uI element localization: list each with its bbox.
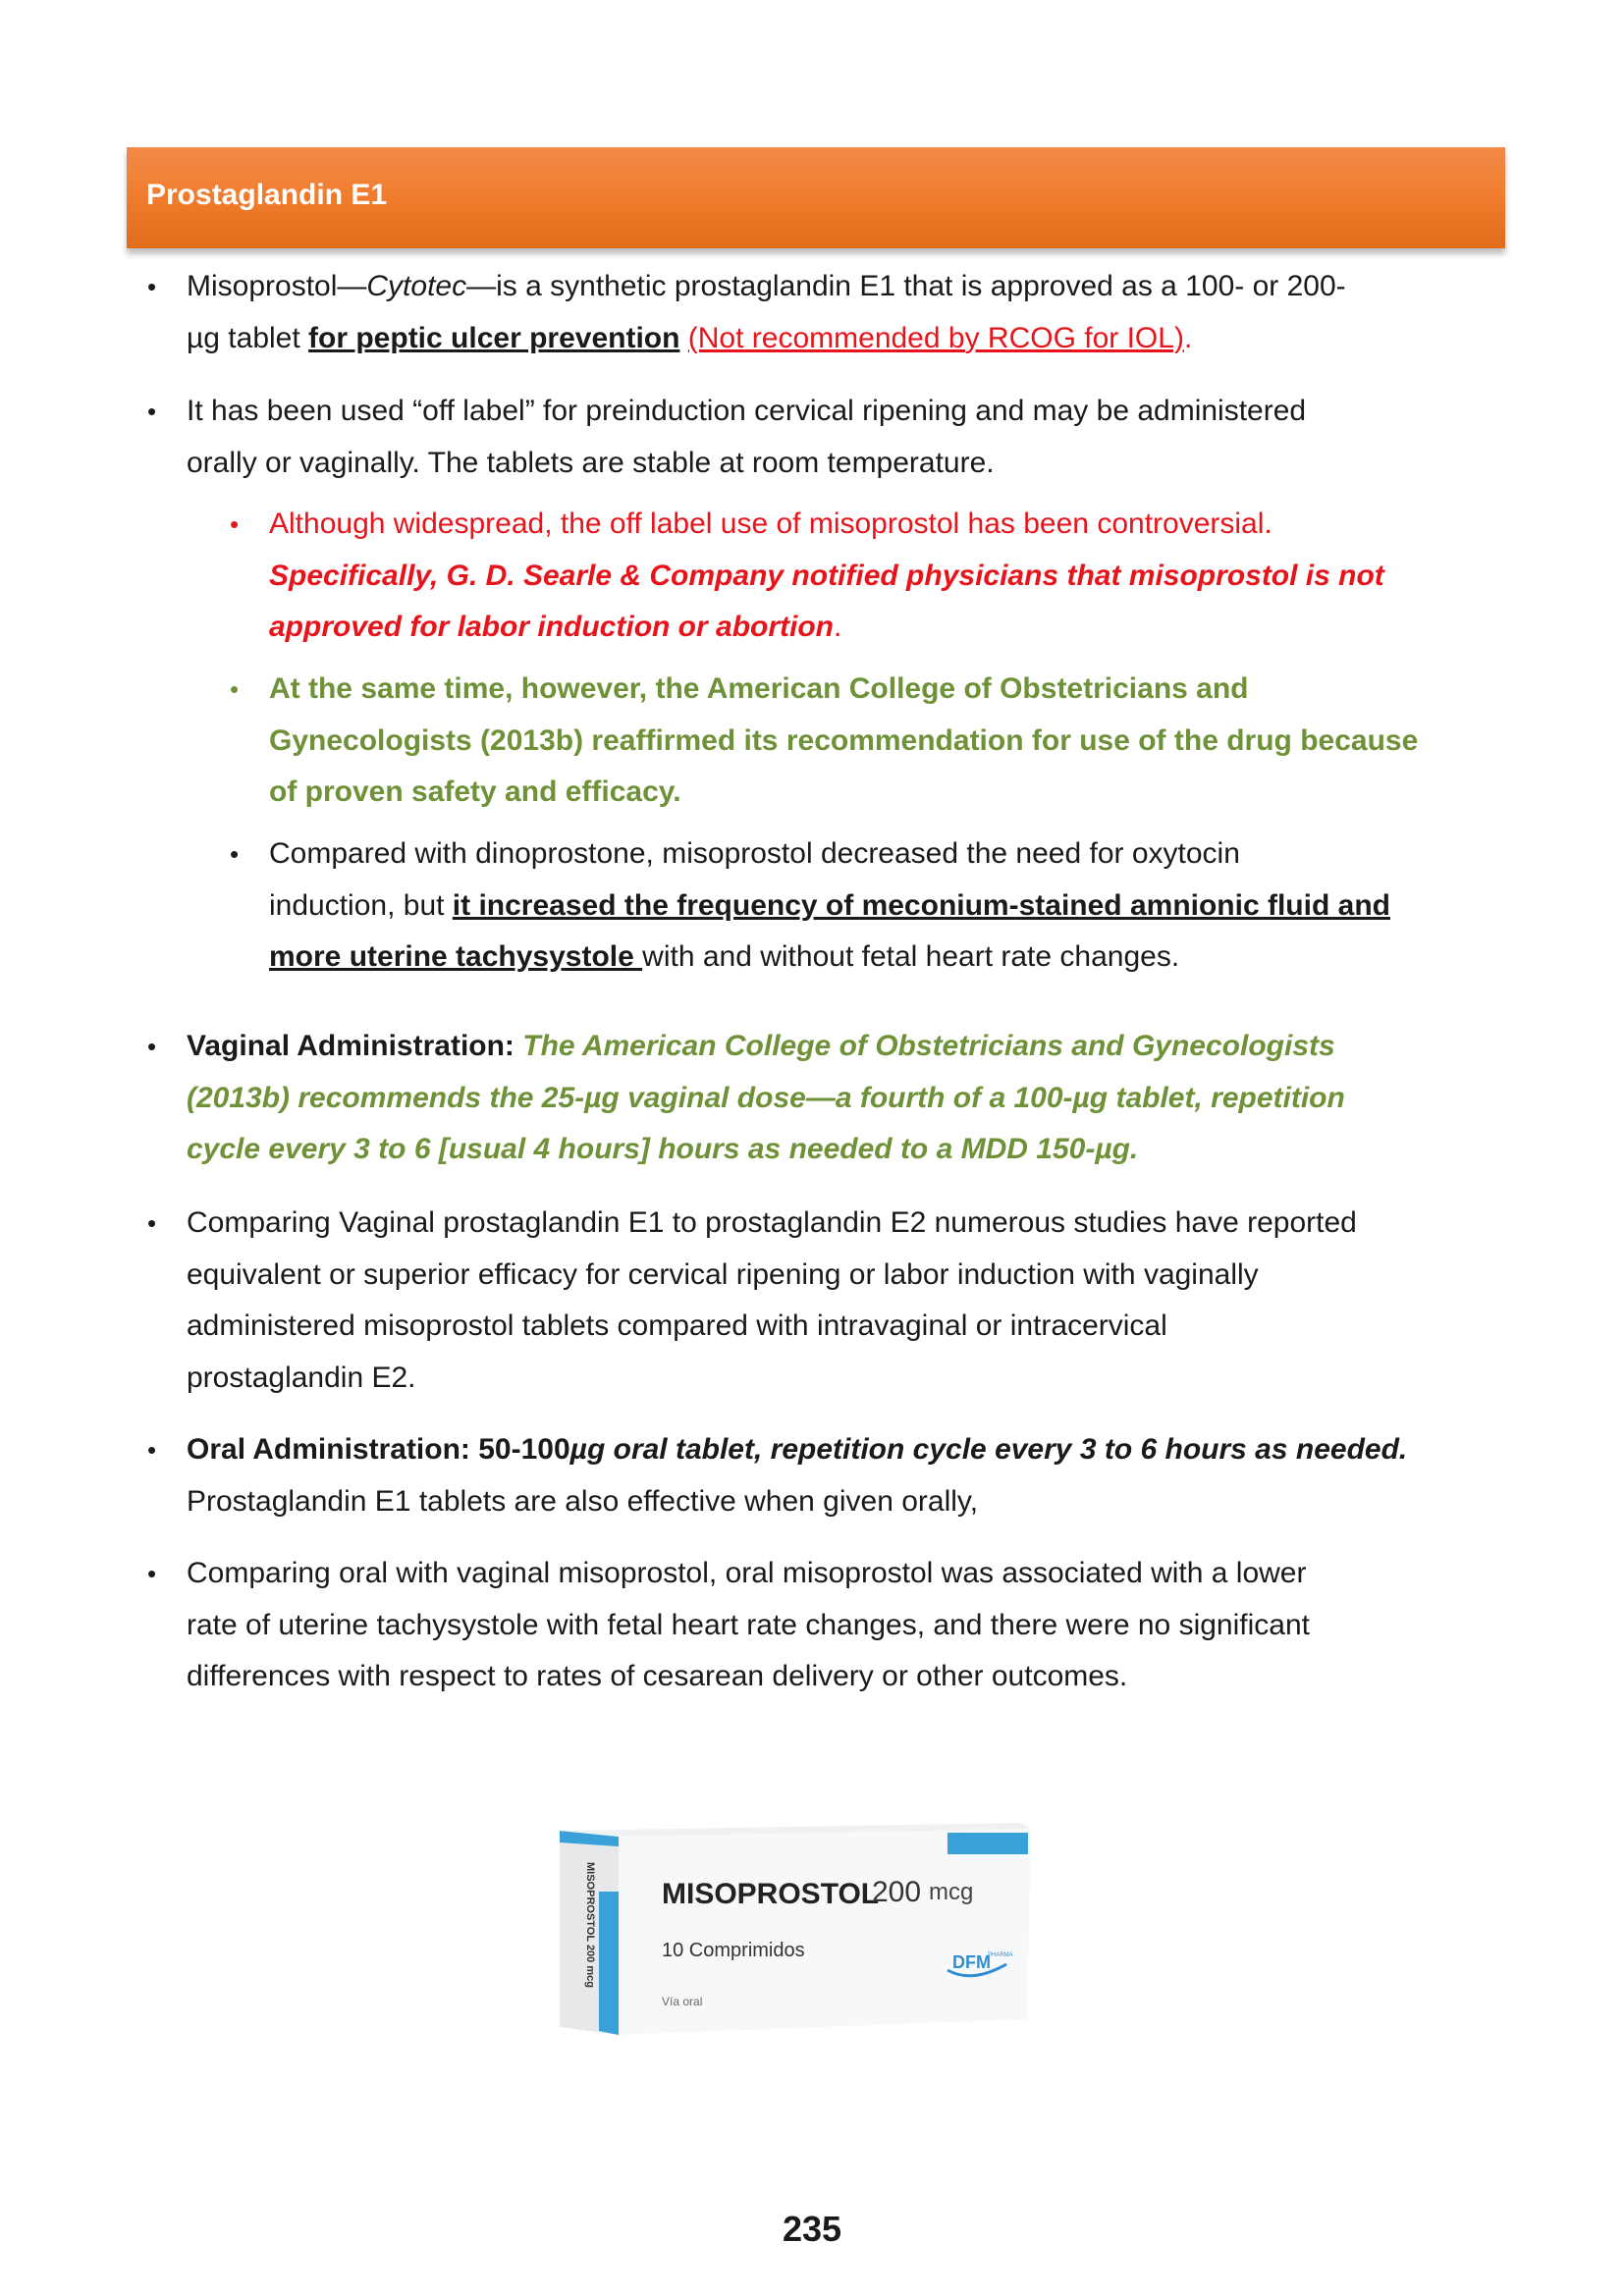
text: Oral Administration: 50-100	[187, 1433, 570, 1466]
paragraph-misoprostol	[187, 261, 1346, 364]
box-dose: 200	[872, 1876, 922, 1908]
text: .	[1183, 321, 1193, 354]
text: µg oral tablet, repetition cycle every 3 to 6 hours as needed.	[569, 1433, 1408, 1466]
bullet: •	[230, 674, 240, 704]
bullet: •	[230, 839, 240, 869]
text: Prostaglandin E1 tablets are also effective when given orally,	[187, 1484, 979, 1518]
page-number: 235	[782, 2209, 842, 2249]
paragraph-oral-administration	[187, 1424, 1407, 1527]
text: —is a synthetic prostaglandin E1 that is approved as a 100- or 200-	[466, 270, 1346, 302]
subpoint-acog	[269, 664, 1418, 819]
box-route: Vía oral	[662, 1995, 703, 2008]
bullet: •	[147, 272, 157, 301]
box-product-name: MISOPROSTOL	[662, 1878, 880, 1910]
bullet: •	[147, 1559, 157, 1588]
box-count: 10 Comprimidos	[662, 1940, 805, 1961]
bullet: •	[147, 1208, 157, 1238]
bullet: •	[147, 1435, 157, 1465]
text: with and without fetal heart rate changes.	[642, 940, 1180, 973]
text: Cytotec	[366, 270, 467, 302]
section-header	[127, 147, 1505, 248]
text: approved for labor induction or abortion	[269, 611, 834, 643]
text: Comparing oral with vaginal misoprostol, oral misoprostol was associated with a lower	[187, 1557, 1307, 1589]
paragraph-off-label	[187, 386, 1306, 489]
text: more uterine tachysystole	[269, 940, 643, 973]
text	[679, 322, 687, 354]
bullet: •	[147, 1032, 157, 1061]
text: of proven safety and efficacy.	[269, 775, 681, 808]
text: It has been used “off label” for preinduction cervical ripening and may be administered	[187, 395, 1307, 427]
text: orally or vaginally. The tablets are stable at room temperature.	[187, 446, 995, 479]
text: rate of uterine tachysystole with fetal heart rate changes, and there were no significant	[187, 1608, 1310, 1641]
text: induction, but	[269, 888, 453, 922]
text: Vaginal Administration:	[187, 1030, 523, 1062]
paragraph-oral-vs-vaginal	[187, 1548, 1310, 1703]
text: equivalent or superior efficacy for cervical ripening or labor induction with vaginally	[187, 1257, 1259, 1291]
box-brand-sub: PHARMA	[988, 1952, 1013, 1958]
text: differences with respect to rates of cesarean delivery or other outcomes.	[187, 1660, 1128, 1692]
misoprostol-box-image	[560, 1823, 1031, 2035]
box-side-label: MISOPROSTOL 200 mcg	[584, 1862, 596, 1988]
subpoint-controversy	[269, 499, 1384, 654]
text: Although widespread, the off label use of misoprostol has been controversial.	[269, 507, 1272, 540]
text: Misoprostol—	[187, 270, 367, 302]
text: (Not recommended by RCOG for IOL)	[687, 321, 1184, 354]
bullet: •	[230, 509, 240, 539]
text: prostaglandin E2.	[187, 1361, 416, 1394]
paragraph-vaginal-administration	[187, 1021, 1345, 1176]
text: it increased the frequency of meconium-stained amnionic fluid and	[452, 888, 1390, 922]
bullet: •	[147, 397, 157, 426]
paragraph-comparison-e2	[187, 1198, 1357, 1404]
subpoint-dinoprostone	[269, 828, 1390, 984]
text: At the same time, however, the American College of Obstetricians and	[269, 672, 1249, 705]
text: The American College of Obstetricians and Gynecologists	[522, 1030, 1335, 1062]
text: cycle every 3 to 6 [usual 4 hours] hours as needed to a MDD 150-µg.	[187, 1133, 1139, 1165]
text: administered misoprostol tablets compared with intravaginal or intracervical	[187, 1309, 1167, 1342]
text: µg tablet	[187, 321, 309, 354]
text: Comparing Vaginal prostaglandin E1 to prostaglandin E2 numerous studies have reported	[187, 1206, 1357, 1239]
text: Gynecologists (2013b) reaffirmed its recommendation for use of the drug because	[269, 723, 1419, 757]
text: (2013b) recommends the 25-µg vaginal dose—a fourth of a 100-µg tablet, repetition	[187, 1081, 1345, 1114]
text: Specifically, G. D. Searle & Company notified physicians that misoprostol is not	[269, 559, 1384, 592]
section-title: Prostaglandin E1	[146, 179, 388, 211]
box-unit: mcg	[929, 1879, 974, 1905]
text: for peptic ulcer prevention	[308, 321, 680, 354]
box-brand-logo: DFM	[952, 1952, 991, 1972]
text: Compared with dinoprostone, misoprostol decreased the need for oxytocin	[269, 837, 1240, 870]
text: .	[834, 611, 842, 643]
